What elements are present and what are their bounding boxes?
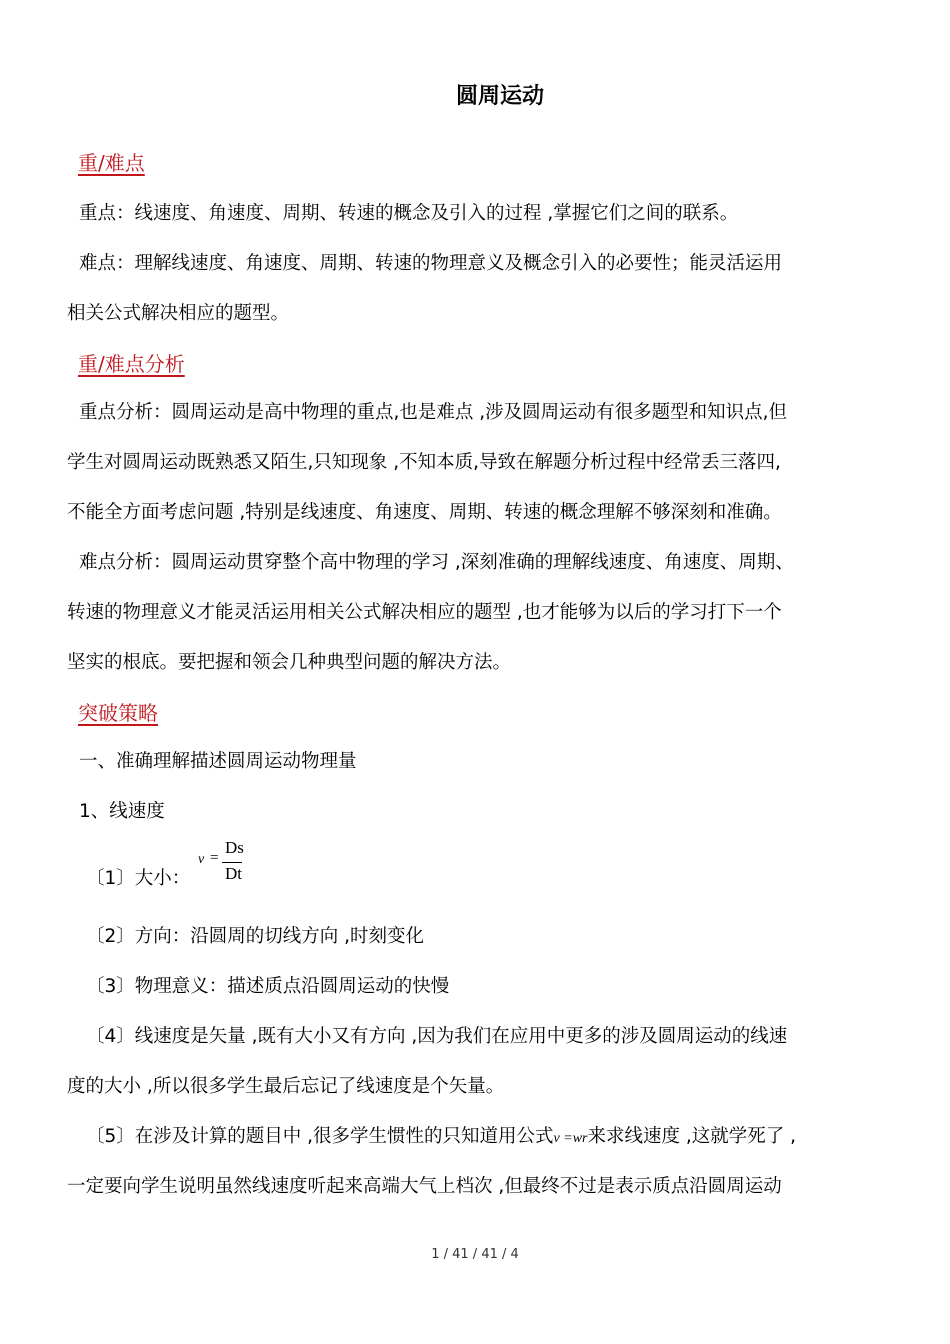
formula-denominator: Dt: [225, 864, 242, 883]
hard-analysis-text-2: 转速的物理意义才能灵活运用相关公式解决相应的题型 ,也才能够为以后的学习打下一个: [67, 602, 782, 623]
calc-text-1-start: 〔5〕在涉及计算的题目中 ,很多学生惯性的只知道用公式: [86, 1126, 554, 1147]
item-linear-velocity: 1、线速度: [79, 801, 165, 822]
hard-point-text-1: 难点：理解线速度、角速度、周期、转速的物理意义及概念引入的必要性；能灵活运用: [79, 253, 783, 274]
hard-point-text-2: 相关公式解决相应的题型。: [67, 303, 290, 324]
heading-strategy: 突破策略: [78, 701, 158, 725]
heading-analysis: 重/难点分析: [78, 352, 185, 376]
direction-text: 〔2〕方向：沿圆周的切线方向 ,时刻变化: [86, 926, 425, 947]
formula-v: v: [198, 852, 205, 867]
key-analysis-text-1: 重点分析：圆周运动是高中物理的重点,也是难点 ,涉及圆周运动有很多题型和知识点,但: [79, 402, 788, 423]
page-number: 1 / 41 / 41 / 4: [431, 1247, 519, 1262]
calc-text-2: 一定要向学生说明虽然线速度听起来高端大气上档次 ,但最终不过是表示质点沿圆周运动: [67, 1176, 782, 1197]
vector-text-1: 〔4〕线速度是矢量 ,既有大小又有方向 ,因为我们在应用中更多的涉及圆周运动的线速: [86, 1026, 788, 1047]
size-label: 〔1〕大小：: [86, 868, 191, 889]
heading-difficulty: 重/难点: [78, 151, 145, 175]
formula-v-omega-r: v =wr: [553, 1131, 588, 1146]
key-point-text: 重点：线速度、角速度、周期、转速的概念及引入的过程 ,掌握它们之间的联系。: [79, 203, 739, 224]
fraction-bar: [222, 862, 242, 863]
formula-equals: =: [210, 850, 219, 866]
velocity-fraction-formula: [198, 838, 258, 888]
key-analysis-text-2: 学生对圆周运动既熟悉又陌生,只知现象 ,不知本质,导致在解题分析过程中经常丢三落四,: [67, 452, 781, 473]
section-one-title: 一、准确理解描述圆周运动物理量: [79, 751, 357, 772]
formula-numerator: Ds: [225, 838, 244, 857]
calc-text-1-end: 来求线速度 ,这就学死了 ,: [587, 1126, 797, 1147]
document-title: 圆周运动: [455, 84, 544, 109]
hard-analysis-text-3: 坚实的根底。要把握和领会几种典型问题的解决方法。: [67, 652, 512, 673]
vector-text-2: 度的大小 ,所以很多学生最后忘记了线速度是个矢量。: [67, 1076, 505, 1097]
calc-text-1: [86, 1124, 796, 1152]
hard-analysis-text-1: 难点分析：圆周运动贯穿整个高中物理的学习 ,深刻准确的理解线速度、角速度、周期、: [79, 552, 794, 573]
key-analysis-text-3: 不能全方面考虑问题 ,特别是线速度、角速度、周期、转速的概念理解不够深刻和准确。: [67, 502, 782, 523]
meaning-text: 〔3〕物理意义：描述质点沿圆周运动的快慢: [86, 976, 450, 997]
